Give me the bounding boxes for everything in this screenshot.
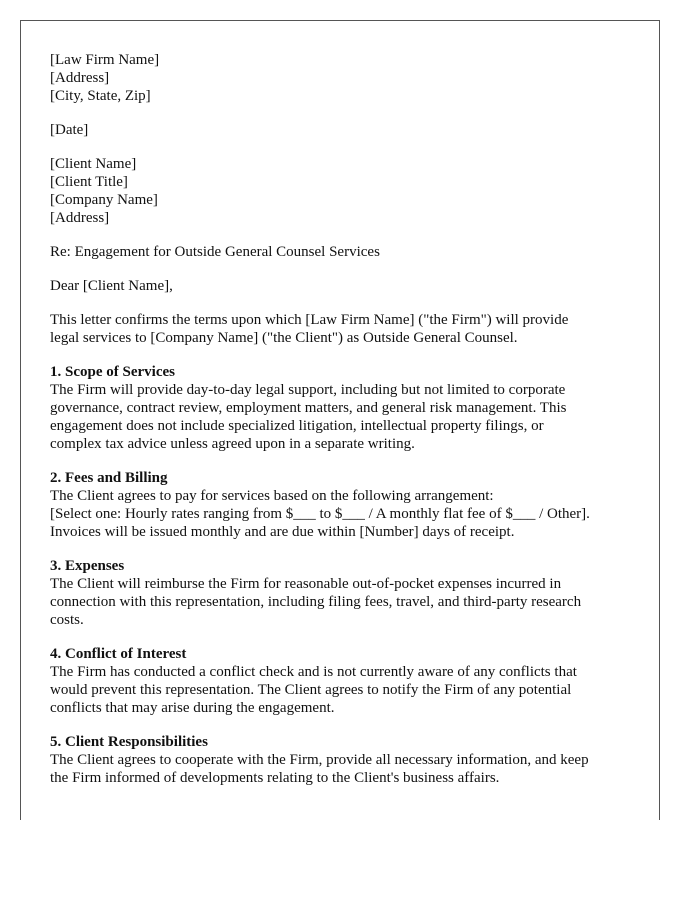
section-conflict-of-interest	[50, 645, 650, 717]
text-line: legal services to [Company Name] ("the Client") as Outside General Counsel.	[50, 330, 518, 346]
section-expenses	[50, 557, 650, 629]
section-heading: 1. Scope of Services	[50, 364, 175, 380]
text-line: governance, contract review, employment matters, and general risk management. This	[50, 400, 567, 416]
text-line: The Client will reimburse the Firm for reasonable out-of-pocket expenses incurred in	[50, 576, 562, 592]
text-line: The Client agrees to pay for services based on the following arrangement:	[50, 488, 494, 504]
text-line: [Address]	[50, 70, 110, 86]
text-line: [Address]	[50, 210, 110, 226]
salutation	[50, 277, 650, 295]
section-heading: 2. Fees and Billing	[50, 470, 168, 486]
letter-body	[50, 51, 650, 803]
text-line: [City, State, Zip]	[50, 88, 151, 104]
text-line: complex tax advice unless agreed upon in a separate writing.	[50, 436, 415, 452]
text-line: costs.	[50, 612, 84, 628]
text-line: This letter confirms the terms upon which [Law Firm Name] ("the Firm") will provide	[50, 312, 569, 328]
text-line: The Firm will provide day-to-day legal support, including but not limited to corporate	[50, 382, 566, 398]
firm-address-block	[50, 51, 650, 105]
section-heading: 3. Expenses	[50, 558, 125, 574]
client-address-block	[50, 155, 650, 227]
text-line: [Client Name]	[50, 156, 137, 172]
text-line: [Select one: Hourly rates ranging from $___ to $___ / A monthly flat fee of $___ / Other].	[50, 506, 590, 522]
section-scope-of-services	[50, 363, 650, 453]
text-line: connection with this representation, including filing fees, travel, and third-party research	[50, 594, 582, 610]
text-line: Invoices will be issued monthly and are due within [Number] days of receipt.	[50, 524, 515, 540]
text-line: [Client Title]	[50, 174, 128, 190]
section-fees-and-billing	[50, 469, 650, 541]
text-line: the Firm informed of developments relating to the Client's business affairs.	[50, 770, 500, 786]
section-heading: 5. Client Responsibilities	[50, 734, 208, 750]
subject-line	[50, 243, 650, 261]
letter-page	[20, 20, 660, 820]
text-line: [Law Firm Name]	[50, 52, 160, 68]
date	[50, 121, 650, 139]
text-line: The Firm has conducted a conflict check and is not currently aware of any conflicts that	[50, 664, 577, 680]
text-line: Dear [Client Name],	[50, 278, 173, 294]
text-line: conflicts that may arise during the engagement.	[50, 700, 335, 716]
text-line: would prevent this representation. The Client agrees to notify the Firm of any potential	[50, 682, 572, 698]
section-heading: 4. Conflict of Interest	[50, 646, 187, 662]
section-client-responsibilities	[50, 733, 650, 787]
text-line: [Date]	[50, 122, 89, 138]
intro-paragraph	[50, 311, 650, 347]
text-line: engagement does not include specialized litigation, intellectual property filings, or	[50, 418, 544, 434]
text-line: [Company Name]	[50, 192, 158, 208]
text-line: Re: Engagement for Outside General Counsel Services	[50, 244, 380, 260]
text-line: The Client agrees to cooperate with the Firm, provide all necessary information, and keep	[50, 752, 589, 768]
